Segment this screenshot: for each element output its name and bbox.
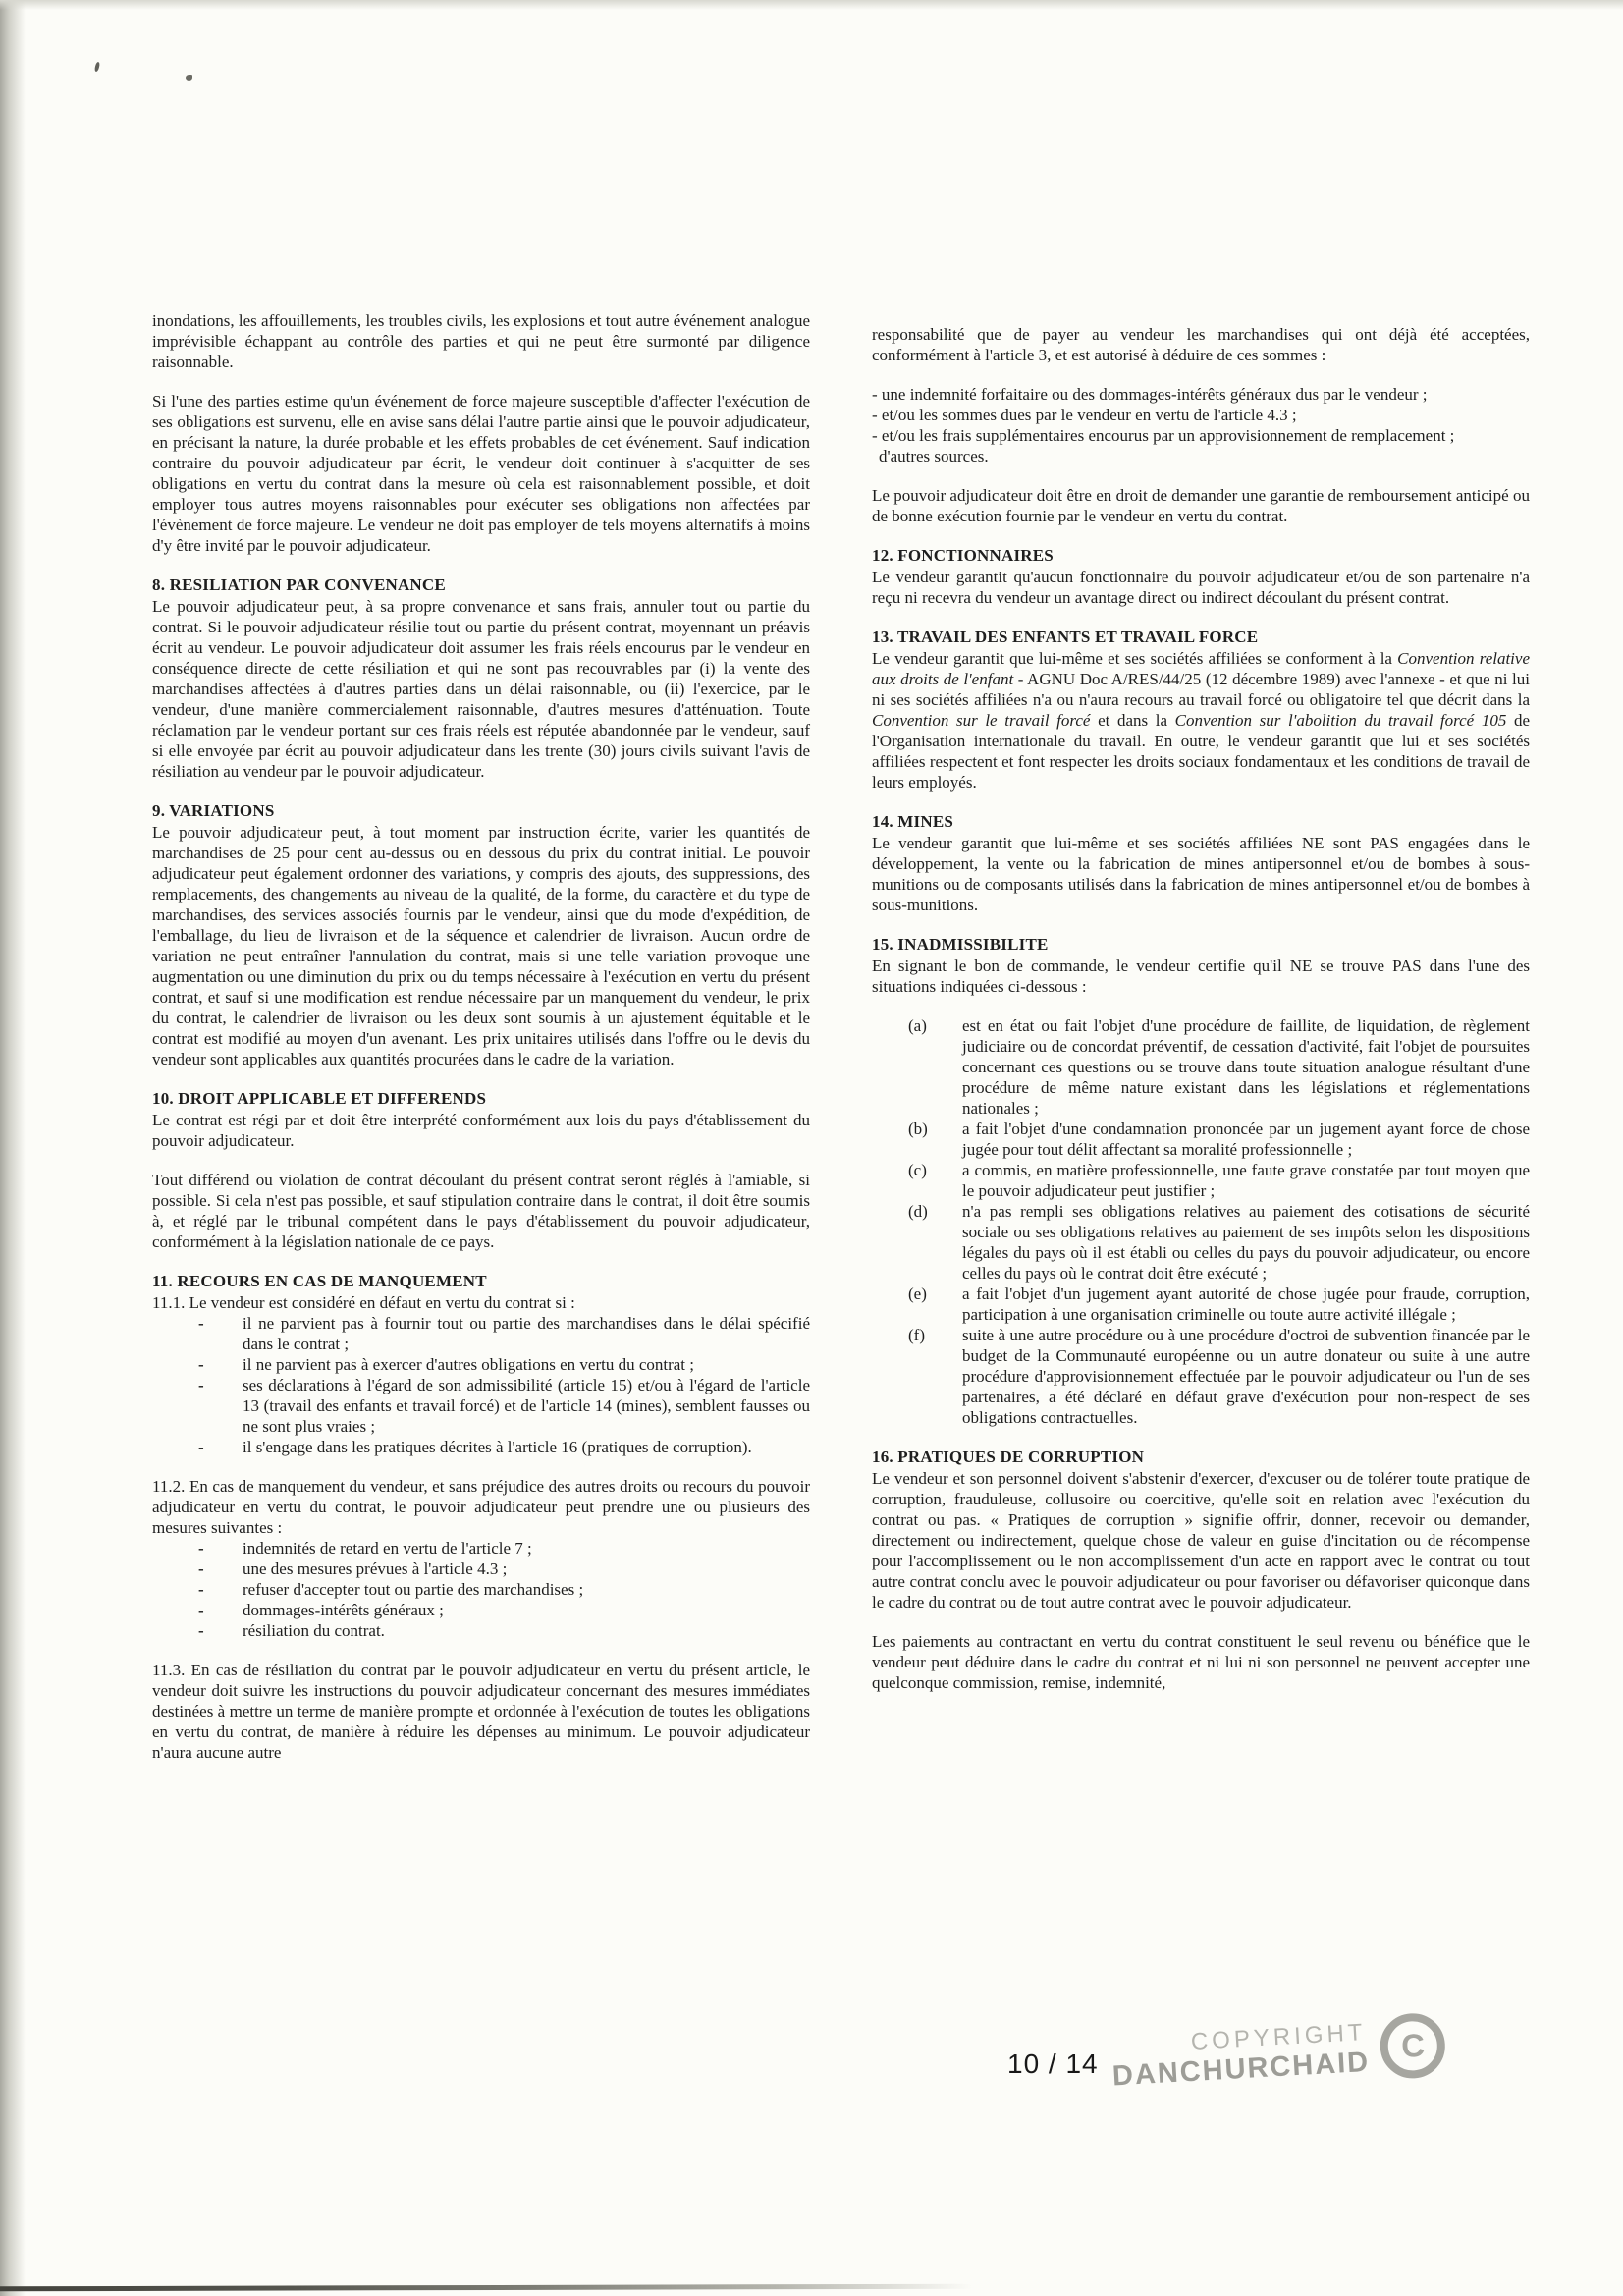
hyphen-line: - et/ou les sommes dues par le vendeur en vertu de l'article 4.3 ; xyxy=(872,406,1297,424)
paragraph: Le vendeur garantit que lui-même et ses sociétés affiliées NE sont PAS engagées dans le développement, la vente ou la fabrication de mines antipersonnel et/ou de bombes à sous-munitions ou de composants utilisés dans la fabrication de mines antipersonnel et/ou de bombes à sous-munitions. xyxy=(872,834,1530,914)
list-item xyxy=(152,1620,810,1641)
italic-text-run: Convention sur le travail forcé xyxy=(872,711,1091,730)
list-item-text: a fait l'objet d'un jugement ayant autorité de chose jugée pour fraude, corruption, participation à une organisation criminelle ou toute autre activité illégale ; xyxy=(962,1285,1530,1324)
list-item-text: suite à une autre procédure ou à une procédure d'octroi de subvention financée par le budget de la Communauté européenne ou un autre donateur ou suite à une autre procédure d'approvisionnement effectuée par le pouvoir adjudicateur ou l'un de ses partenaires, a été déclaré en défaut grave d'exécution pour non-respect de ses obligations contractuelles. xyxy=(962,1326,1530,1427)
list-marker: (f) xyxy=(908,1326,925,1344)
organization-name: DANCHURCHAID xyxy=(1111,2046,1371,2092)
copyright-label: COPYRIGHT xyxy=(1190,2018,1368,2055)
list-marker: - xyxy=(198,1438,204,1456)
paragraph: inondations, les affouillements, les troubles civils, les explosions et tout autre événement analogue imprévisible échappant au contrôle des parties et qui ne peut être surmonté par diligence raisonnable. xyxy=(152,311,810,371)
right-text-column xyxy=(872,324,1530,1712)
section-heading: 12. FONCTIONNAIRES xyxy=(872,546,1054,565)
paragraph: Les paiements au contractant en vertu du contrat constituent le seul revenu ou bénéfice que le vendeur peut déduire dans le cadre du contrat et ni lui ni son personnel ne peuvent accepter une quelconque commission, remise, indemnité, xyxy=(872,1632,1530,1692)
list-marker: - xyxy=(198,1580,204,1599)
paragraph: Le pouvoir adjudicateur peut, à tout moment par instruction écrite, varier les quantités de marchandises de 25 pour cent au-dessus ou en dessous du prix du contrat initial. Le pouvoir adjudicateur peut également ordonner des variations, y compris des ajouts, des suppressions, des remplacements, des changements au niveau de la qualité, de la forme, du caractère et du type de marchandises, des services associés fournis par le vendeur, ainsi que du mode d'expédition, de l'emballage, du lieu de livraison et de la séquence et calendrier de livraison. Aucun ordre de variation ne peut entraîner l'annulation du contrat, mais si une telle variation provoque une augmentation ou une diminution du prix ou du temps nécessaire à l'exécution en vertu du présent contrat, et sauf si une modification est rendue nécessaire par un manquement du vendeur, le prix du contrat, le calendrier de livraison ou les deux sont soumis à un ajustement équitable et le contrat est modifié au moyen d'un avenant. Les prix unitaires utilisés dans l'offre ou le devis du vendeur sont applicables aux quantités procurées dans le cadre de la variation. xyxy=(152,823,810,1068)
paragraph: Si l'une des parties estime qu'un événement de force majeure susceptible d'affecter l'exécution de ses obligations est survenu, elle en avise sans délai l'autre partie ainsi que le pouvoir adjudicateur, en précisant la nature, la durée probable et les effets probables de cet événement. Sauf indication contraire du pouvoir adjudicateur par écrit, le vendeur doit continuer à s'acquitter de ses obligations en vertu du contrat dans la mesure où cela est raisonnablement possible, et doit employer tous autres moyens raisonnables pour exécuter ses obligations non affectées par l'évènement de force majeure. Le vendeur ne doit pas employer de tels moyens alternatifs à moins d'y être invité par le pouvoir adjudicateur. xyxy=(152,392,810,555)
hyphen-line: - et/ou les frais supplémentaires encourus par un approvisionnement de remplacement ; xyxy=(872,426,1455,445)
italic-text-run: Convention relative aux droits de l'enfant xyxy=(872,649,1530,688)
list-marker: - xyxy=(198,1601,204,1619)
list-marker: - xyxy=(198,1314,204,1333)
text-run: Le vendeur garantit que lui-même et ses sociétés affiliées se conforment à la xyxy=(872,649,1398,668)
text-run: et dans la xyxy=(1090,711,1175,730)
section-heading: 11. RECOURS EN CAS DE MANQUEMENT xyxy=(152,1272,487,1290)
text-run: de l'Organisation internationale du travail. En outre, le vendeur garantit que lui et ses sociétés affiliées respectent et font respecter les droits sociaux fondamentaux et les conditions de travail de leurs employés. xyxy=(872,711,1530,792)
section-heading: 8. RESILIATION PAR CONVENANCE xyxy=(152,575,446,594)
paragraph: Tout différend ou violation de contrat découlant du présent contrat seront réglés à l'amiable, si possible. Si cela n'est pas possible, et sauf stipulation contraire dans le contrat, il doit être soumis à, et réglé par le tribunal compétent dans le pays d'établissement du pouvoir adjudicateur, conformément à la législation nationale de ce pays. xyxy=(152,1171,810,1251)
list-item-text: dommages-intérêts généraux ; xyxy=(243,1601,444,1619)
list-item xyxy=(872,1325,1530,1428)
paragraph: En signant le bon de commande, le vendeur certifie qu'il NE se trouve PAS dans l'une des situations indiquées ci-dessous : xyxy=(872,957,1530,996)
list-marker: - xyxy=(198,1621,204,1640)
list-item xyxy=(152,1558,810,1579)
list-marker: (c) xyxy=(908,1161,927,1179)
list-item xyxy=(872,1160,1530,1201)
list-item xyxy=(152,1579,810,1600)
scan-edge-shadow-top xyxy=(0,0,1623,10)
list-item-text: il ne parvient pas à exercer d'autres obligations en vertu du contrat ; xyxy=(243,1355,695,1374)
list-item xyxy=(872,1119,1530,1160)
scan-speck xyxy=(186,75,192,81)
list-item-text: il s'engage dans les pratiques décrites à l'article 16 (pratiques de corruption). xyxy=(243,1438,752,1456)
paragraph: 11.3. En cas de résiliation du contrat par le pouvoir adjudicateur en vertu du présent article, le vendeur doit suivre les instructions du pouvoir adjudicateur concernant des mesures immédiates destinées à mettre un terme de manière prompte et ordonnée à l'exécution de toutes les obligations en vertu du contrat, de manière à réduire les dépenses au minimum. Le pouvoir adjudicateur n'aura aucune autre xyxy=(152,1661,810,1762)
copyright-c-icon: C xyxy=(1379,2012,1447,2081)
italic-text-run: Convention sur l'abolition du travail forcé 105 xyxy=(1174,711,1507,730)
paragraph: Le pouvoir adjudicateur doit être en droit de demander une garantie de remboursement anticipé ou de bonne exécution fournie par le vendeur en vertu du contrat. xyxy=(872,486,1530,525)
list-item-text: n'a pas rempli ses obligations relatives au paiement des cotisations de sécurité sociale ou ses obligations relatives au paiement de ses impôts selon les dispositions légales du pays où il est établi ou celles du pays du pouvoir adjudicateur, ou encore celles du pays où le contrat doit être exécuté ; xyxy=(962,1202,1530,1283)
list-marker: - xyxy=(198,1559,204,1578)
list-item-text: indemnités de retard en vertu de l'article 7 ; xyxy=(243,1539,532,1558)
section-heading: 13. TRAVAIL DES ENFANTS ET TRAVAIL FORCE xyxy=(872,628,1259,646)
list-item xyxy=(152,1538,810,1558)
section-heading: 16. PRATIQUES DE CORRUPTION xyxy=(872,1448,1145,1466)
hyphen-line: - une indemnité forfaitaire ou des dommages-intérêts généraux dus par le vendeur ; xyxy=(872,385,1428,404)
list-item xyxy=(872,1015,1530,1119)
list-item-text: il ne parvient pas à fournir tout ou partie des marchandises dans le délai spécifié dans le contrat ; xyxy=(243,1314,810,1353)
dash-list xyxy=(152,1313,810,1457)
paragraph: responsabilité que de payer au vendeur les marchandises qui ont déjà été acceptées, conformément à l'article 3, et est autorisé à déduire de ces sommes : xyxy=(872,325,1530,364)
copyright-stamp-text xyxy=(1110,2018,1371,2093)
left-text-column xyxy=(152,310,810,1781)
dash-list xyxy=(152,1538,810,1641)
list-item xyxy=(152,1600,810,1620)
list-item xyxy=(152,1437,810,1457)
list-item xyxy=(152,1354,810,1375)
scan-speck xyxy=(94,62,100,73)
paragraph: Le vendeur garantit qu'aucun fonctionnaire du pouvoir adjudicateur et/ou de son partenaire n'a reçu ni recevra du vendeur un avantage direct ou indirect découlant du présent contrat. xyxy=(872,568,1530,607)
scan-edge-shadow-left xyxy=(0,0,26,2296)
list-item-text: a commis, en matière professionnelle, une faute grave constatée par tout moyen que le pouvoir adjudicateur peut justifier ; xyxy=(962,1161,1530,1200)
copyright-stamp xyxy=(1109,2012,1447,2096)
list-item-text: ses déclarations à l'égard de son admissibilité (article 15) et/ou à l'égard de l'article 13 (travail des enfants et travail forcé) et de l'article 14 (mines), semblent fausses ou ne sont plus vraies ; xyxy=(243,1376,810,1436)
section-heading: 10. DROIT APPLICABLE ET DIFFERENDS xyxy=(152,1089,487,1108)
paragraph: 11.2. En cas de manquement du vendeur, et sans préjudice des autres droits ou recours du pouvoir adjudicateur en vertu du contrat, le pouvoir adjudicateur peut prendre une ou plusieurs des mesures suivantes : xyxy=(152,1477,810,1537)
hyphen-line: d'autres sources. xyxy=(879,447,989,465)
list-item-text: une des mesures prévues à l'article 4.3 ; xyxy=(243,1559,508,1578)
letter-list xyxy=(872,1015,1530,1428)
list-item xyxy=(152,1375,810,1437)
list-item xyxy=(152,1313,810,1354)
list-marker: - xyxy=(198,1539,204,1558)
text-run: - AGNU Doc A/RES/44/25 (12 décembre 1989) avec l'annexe - et que ni lui ni ses sociétés affiliées n'a ou n'aura recours au travail forcé ou obligatoire tel que décrit dans la xyxy=(872,670,1530,709)
list-marker: (a) xyxy=(908,1016,927,1035)
list-item xyxy=(872,1201,1530,1284)
section-heading: 15. INADMISSIBILITE xyxy=(872,935,1049,954)
list-marker: - xyxy=(198,1376,204,1394)
list-marker: (d) xyxy=(908,1202,928,1221)
list-item xyxy=(872,1284,1530,1325)
hyphen-lines xyxy=(872,384,1530,466)
paragraph: 11.1. Le vendeur est considéré en défaut en vertu du contrat si : xyxy=(152,1293,575,1312)
section-heading: 9. VARIATIONS xyxy=(152,801,275,820)
list-marker: - xyxy=(198,1355,204,1374)
list-item-text: résiliation du contrat. xyxy=(243,1621,385,1640)
paragraph: Le vendeur et son personnel doivent s'abstenir d'exercer, d'excuser ou de tolérer toute pratique de corruption, frauduleuse, collusoire ou coercitive, qu'elle soit en relation avec l'exécution du contrat ou pas. « Pratiques de corruption » signifie offrir, donner, recevoir ou demander, directement ou indirectement, quelque chose de valeur en guise d'incitation ou de récompense pour l'accomplissement ou le non accomplissement d'un acte en rapport avec le contrat ou tout autre contrat conclu avec le pouvoir adjudicateur ou pour favoriser ou défavoriser quiconque dans le cadre du contrat ou de tout autre contrat avec le pouvoir adjudicateur. xyxy=(872,1469,1530,1612)
paragraph: Le contrat est régi par et doit être interprété conformément aux lois du pays d'établissement du pouvoir adjudicateur. xyxy=(152,1111,810,1150)
paragraph xyxy=(872,648,1530,793)
list-item-text: a fait l'objet d'une condamnation prononcée par un jugement ayant force de chose jugée pour tout délit affectant sa moralité professionnelle ; xyxy=(962,1120,1530,1159)
section-heading: 14. MINES xyxy=(872,812,954,831)
list-item-text: refuser d'accepter tout ou partie des marchandises ; xyxy=(243,1580,584,1599)
list-marker: (e) xyxy=(908,1285,927,1303)
paragraph: Le pouvoir adjudicateur peut, à sa propre convenance et sans frais, annuler tout ou partie du contrat. Si le pouvoir adjudicateur résilie tout ou partie du présent contrat, moyennant un préavis écrit au vendeur. Le pouvoir adjudicateur doit assumer les frais réels encourus par le vendeur en conséquence directe de cette résiliation et qui ne sont pas recouvrables par (i) la vente des marchandises affectées à d'autres parties dans un délai raisonnable, ou (ii) l'exercice, par le vendeur, d'une manière commercialement raisonnable, d'autres mesures d'atténuation. Toute réclamation par le vendeur portant sur ces frais réels est réputée abandonnée par le vendeur, sauf si elle envoyée par écrit au pouvoir adjudicateur dans les trente (30) jours civils suivant l'avis de résiliation au vendeur par le pouvoir adjudicateur. xyxy=(152,597,810,781)
list-marker: (b) xyxy=(908,1120,928,1138)
page-number: 10 / 14 xyxy=(1007,2049,1099,2079)
scan-artifact-line xyxy=(0,2284,972,2292)
list-item-text: est en état ou fait l'objet d'une procédure de faillite, de liquidation, de règlement judiciaire ou de concordat préventif, de cessation d'activité, fait l'objet de poursuites concernant ces questions ou se trouve dans toute situation analogue résultant d'une procédure de même nature existant dans les législations et réglementations nationales ; xyxy=(962,1016,1530,1118)
